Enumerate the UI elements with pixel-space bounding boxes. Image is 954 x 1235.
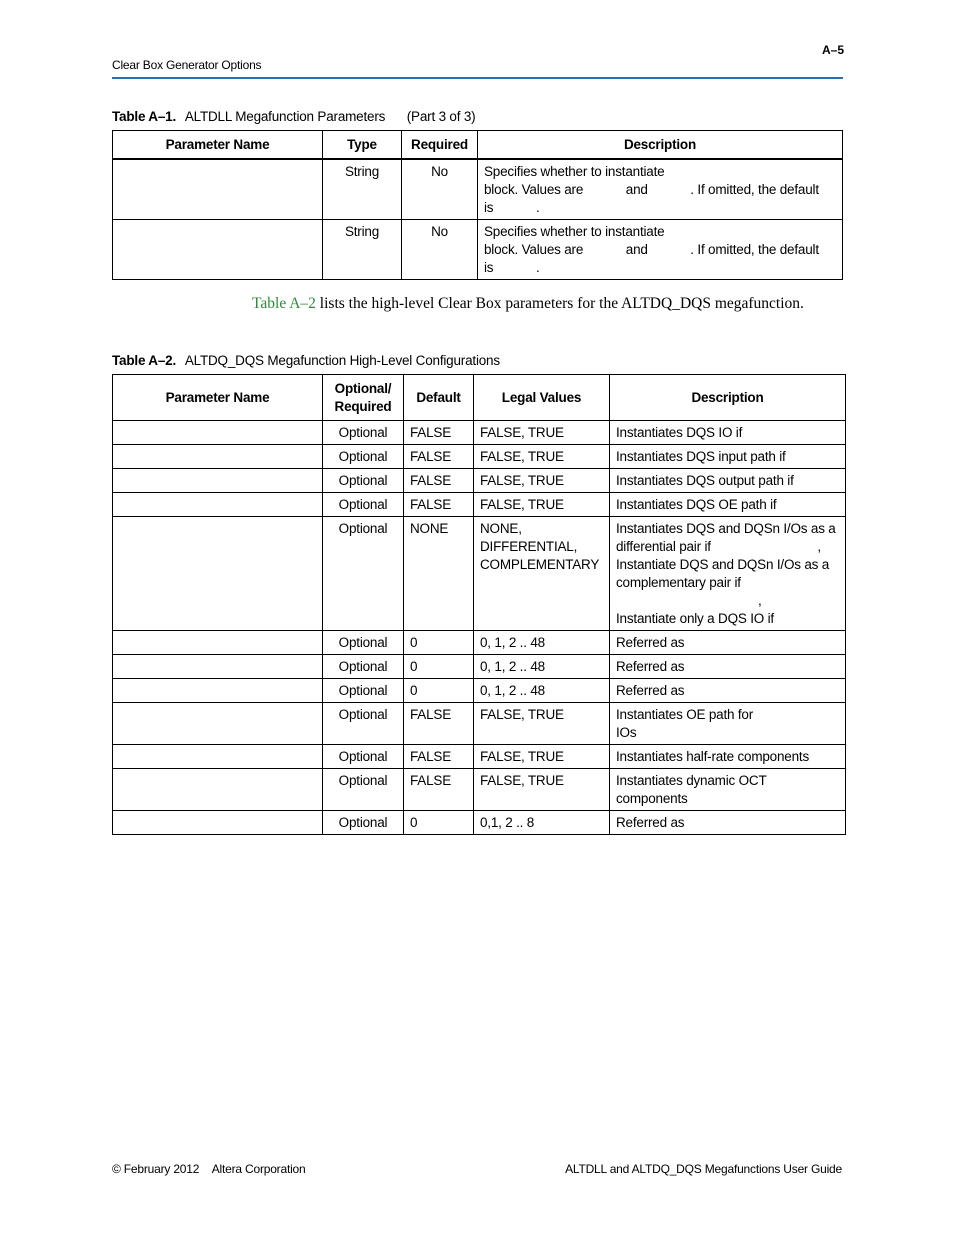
table1-label: Table A–1. (112, 109, 177, 124)
description-line: components (616, 791, 688, 806)
optional-cell: Optional (323, 703, 404, 745)
table-row (113, 445, 846, 469)
description-cell: Instantiates DQS input path if (610, 445, 846, 469)
description-line: Instantiates DQS and DQSn I/Os as a (616, 521, 836, 536)
required-cell: No (402, 159, 478, 220)
description-cell (478, 159, 843, 220)
table-row (113, 703, 846, 745)
optional-cell: Optional (323, 769, 404, 811)
param-name-cell (113, 220, 323, 280)
legal-values-cell: FALSE, TRUE (474, 745, 610, 769)
description-line: is . (484, 260, 540, 275)
default-cell: 0 (404, 811, 474, 835)
default-cell: FALSE (404, 469, 474, 493)
legal-value-line: COMPLEMENTARY (480, 557, 600, 572)
default-cell: FALSE (404, 421, 474, 445)
optional-cell: Optional (323, 631, 404, 655)
table1-part: (Part 3 of 3) (406, 109, 476, 124)
description-cell (610, 703, 846, 745)
legal-values-cell: FALSE, TRUE (474, 703, 610, 745)
optional-cell: Optional (323, 469, 404, 493)
legal-values-cell (474, 517, 610, 631)
optional-header-line: Required (334, 399, 392, 414)
table1-title: ALTDLL Megafunction Parameters (184, 109, 386, 124)
legal-values-cell: 0, 1, 2 .. 48 (474, 631, 610, 655)
optional-header-line: Optional/ (334, 381, 392, 396)
param-name-cell (113, 469, 323, 493)
description-line: is . (484, 200, 540, 215)
param-name-cell (113, 811, 323, 835)
default-cell: FALSE (404, 769, 474, 811)
default-cell: FALSE (404, 703, 474, 745)
default-cell: FALSE (404, 445, 474, 469)
table1-col-header: Parameter Name (113, 131, 323, 160)
param-name-cell (113, 421, 323, 445)
description-line: IOs (616, 725, 637, 740)
table-row (113, 769, 846, 811)
legal-values-cell: FALSE, TRUE (474, 469, 610, 493)
table2-col-header: Default (404, 375, 474, 421)
table2 (112, 374, 846, 835)
intro-paragraph (252, 294, 812, 314)
legal-value-line: NONE, (480, 521, 522, 536)
table2-col-header: Legal Values (474, 375, 610, 421)
optional-cell: Optional (323, 445, 404, 469)
table2-col-header (323, 375, 404, 421)
default-cell: FALSE (404, 745, 474, 769)
table-a2-link[interactable]: Table A–2 (252, 295, 316, 312)
param-name-cell (113, 445, 323, 469)
table1-col-header: Required (402, 131, 478, 160)
description-cell: Referred as (610, 679, 846, 703)
default-cell: FALSE (404, 493, 474, 517)
table1-col-header: Type (323, 131, 402, 160)
optional-cell: Optional (323, 517, 404, 631)
default-cell: 0 (404, 631, 474, 655)
table-row (113, 220, 843, 280)
description-line: Specifies whether to instantiate (484, 224, 665, 239)
legal-values-cell: FALSE, TRUE (474, 493, 610, 517)
table2-title: ALTDQ_DQS Megafunction High-Level Configurations (184, 353, 500, 368)
description-line: Specifies whether to instantiate (484, 164, 665, 179)
description-line: complementary pair if (616, 575, 741, 590)
description-cell: Referred as (610, 631, 846, 655)
description-line: block. Values are and . If omitted, the default (484, 242, 819, 257)
description-cell: Instantiates DQS IO if (610, 421, 846, 445)
table1 (112, 130, 843, 280)
param-name-cell (113, 745, 323, 769)
optional-cell: Optional (323, 493, 404, 517)
description-cell (478, 220, 843, 280)
table2-label: Table A–2. (112, 353, 177, 368)
table1-caption (112, 109, 475, 124)
legal-values-cell: FALSE, TRUE (474, 421, 610, 445)
description-cell (610, 517, 846, 631)
description-line: Instantiate only a DQS IO if (616, 611, 774, 626)
footer-company: Altera Corporation (211, 1162, 306, 1176)
legal-values-cell: 0, 1, 2 .. 48 (474, 679, 610, 703)
table1-header-row (113, 131, 843, 160)
footer-left (112, 1162, 316, 1176)
description-line: Instantiates dynamic OCT (616, 773, 767, 788)
legal-values-cell: FALSE, TRUE (474, 445, 610, 469)
page-number: A–5 (822, 43, 845, 57)
param-name-cell (113, 517, 323, 631)
param-name-cell (113, 655, 323, 679)
table2-col-header: Description (610, 375, 846, 421)
optional-cell: Optional (323, 655, 404, 679)
table-row (113, 631, 846, 655)
default-cell: 0 (404, 679, 474, 703)
table-row (113, 493, 846, 517)
param-name-cell (113, 703, 323, 745)
param-name-cell (113, 679, 323, 703)
optional-cell: Optional (323, 745, 404, 769)
description-cell: Instantiates DQS OE path if (610, 493, 846, 517)
table-row (113, 811, 846, 835)
optional-cell: Optional (323, 421, 404, 445)
description-line: differential pair if , (616, 539, 821, 554)
table-row (113, 655, 846, 679)
param-name-cell (113, 159, 323, 220)
required-cell: No (402, 220, 478, 280)
legal-values-cell: FALSE, TRUE (474, 769, 610, 811)
legal-value-line: DIFFERENTIAL, (480, 539, 578, 554)
default-cell: NONE (404, 517, 474, 631)
footer-date: © February 2012 (112, 1162, 200, 1176)
description-line: Instantiate DQS and DQSn I/Os as a (616, 557, 830, 572)
table2-col-header: Parameter Name (113, 375, 323, 421)
table-row (113, 517, 846, 631)
description-cell: Instantiates half-rate components (610, 745, 846, 769)
table2-header-row (113, 375, 846, 421)
optional-cell: Optional (323, 811, 404, 835)
table-row (113, 679, 846, 703)
param-name-cell (113, 631, 323, 655)
default-cell: 0 (404, 655, 474, 679)
footer-doc-title: ALTDLL and ALTDQ_DQS Megafunctions User Guide (565, 1162, 842, 1176)
legal-values-cell: 0, 1, 2 .. 48 (474, 655, 610, 679)
intro-text: lists the high-level Clear Box parameters for the ALTDQ_DQS megafunction. (315, 295, 804, 312)
legal-values-cell: 0,1, 2 .. 8 (474, 811, 610, 835)
optional-cell: Optional (323, 679, 404, 703)
description-line: Instantiates OE path for (616, 707, 754, 722)
description-line: , (616, 593, 762, 608)
param-name-cell (113, 493, 323, 517)
description-cell: Instantiates DQS output path if (610, 469, 846, 493)
description-cell: Referred as (610, 811, 846, 835)
description-cell (610, 769, 846, 811)
param-name-cell (113, 769, 323, 811)
running-header-section: Clear Box Generator Options (112, 58, 262, 72)
header-rule (112, 77, 843, 79)
description-line: block. Values are and . If omitted, the default (484, 182, 819, 197)
table-row (113, 745, 846, 769)
description-cell: Referred as (610, 655, 846, 679)
type-cell: String (323, 220, 402, 280)
table2-caption (112, 353, 500, 368)
type-cell: String (323, 159, 402, 220)
table1-col-header: Description (478, 131, 843, 160)
table-row (113, 421, 846, 445)
table-row (113, 469, 846, 493)
table-row (113, 159, 843, 220)
